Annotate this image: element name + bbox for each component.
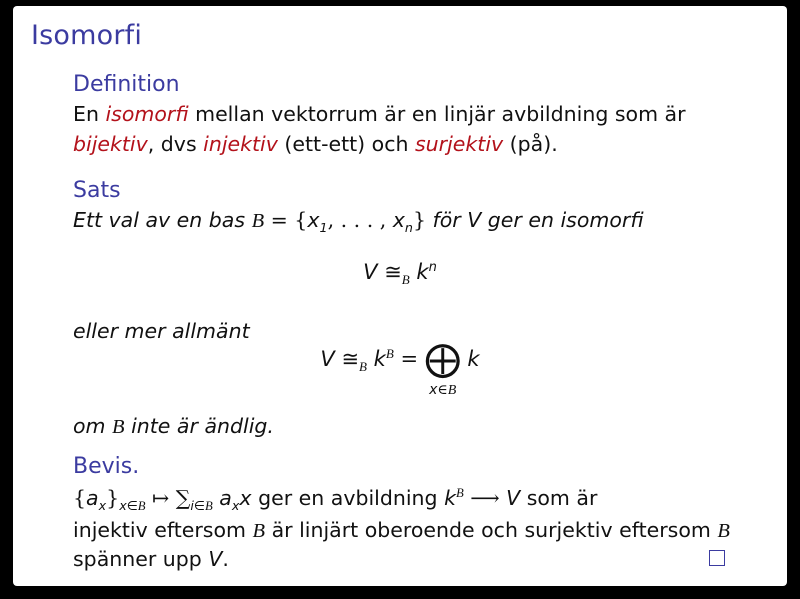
theorem-text: inte är ändlig. bbox=[124, 414, 274, 438]
math-var: k bbox=[367, 347, 386, 371]
definition-text: , dvs bbox=[147, 132, 204, 156]
proof-text: ger en avbildning bbox=[251, 486, 445, 510]
math-var: k bbox=[444, 486, 456, 510]
slide bbox=[13, 6, 787, 586]
math-op: ≅ bbox=[377, 260, 402, 284]
definition-line-2 bbox=[73, 129, 558, 159]
equation-1 bbox=[13, 260, 787, 288]
basis-symbol: B bbox=[455, 486, 464, 501]
proof-line-1 bbox=[73, 483, 597, 513]
basis-symbol: B bbox=[359, 359, 367, 375]
math-sub: x bbox=[98, 498, 107, 514]
math-var: k bbox=[460, 347, 480, 371]
math-var: x bbox=[392, 208, 405, 232]
math-var: V bbox=[467, 208, 482, 232]
math-op: ≅ bbox=[334, 347, 360, 371]
proof-text: är linjärt oberoende och surjektiv eftersom bbox=[265, 518, 718, 542]
math-var: V bbox=[363, 260, 378, 284]
math-sub: n bbox=[404, 220, 413, 236]
math-text: = { bbox=[264, 208, 308, 232]
math-var: a bbox=[212, 486, 232, 510]
frame-title: Isomorfi bbox=[31, 20, 143, 51]
math-op: ↦ bbox=[145, 486, 176, 510]
math-var: V bbox=[320, 347, 335, 371]
proof-line-3 bbox=[73, 544, 229, 574]
math-text: , . . . , bbox=[327, 208, 393, 232]
math-sub: x bbox=[231, 498, 240, 514]
math-op: ⟶ bbox=[463, 486, 507, 510]
math-var: x bbox=[307, 208, 320, 232]
direct-sum-symbol: ⨁ bbox=[424, 339, 461, 380]
basis-symbol: B bbox=[251, 210, 265, 232]
definition-line-1 bbox=[73, 99, 686, 129]
basis-symbol: B bbox=[447, 383, 457, 398]
theorem-text: Ett val av en bas bbox=[73, 208, 252, 232]
math-text: } bbox=[412, 208, 427, 232]
definition-heading: Definition bbox=[73, 72, 180, 97]
proof-text: injektiv eftersom bbox=[73, 518, 253, 542]
theorem-line-2: eller mer allmänt bbox=[73, 319, 250, 343]
basis-symbol: B bbox=[401, 272, 410, 288]
qed-icon bbox=[709, 550, 725, 566]
theorem-text: ger en isomorfi bbox=[481, 208, 644, 232]
proof-heading: Bevis. bbox=[73, 454, 140, 479]
math-sub: 1 bbox=[319, 220, 328, 236]
proof-text: spänner upp bbox=[73, 547, 209, 571]
math-var: V bbox=[208, 547, 223, 571]
theorem-text: för bbox=[426, 208, 468, 232]
math-var: a bbox=[86, 486, 99, 510]
theorem-text: om bbox=[73, 414, 113, 438]
term-injektiv: injektiv bbox=[203, 132, 278, 156]
proof-line-2 bbox=[73, 515, 730, 546]
math-op: ∈ bbox=[437, 382, 448, 398]
math-var: x bbox=[429, 382, 438, 398]
definition-text: mellan vektorrum är en linjär avbildning som är bbox=[188, 102, 686, 126]
basis-symbol: B bbox=[252, 520, 266, 542]
math-sub: i∈ bbox=[190, 498, 206, 514]
math-sub: x∈ bbox=[119, 498, 138, 514]
math-var: x bbox=[239, 486, 252, 510]
math-var: V bbox=[506, 486, 521, 510]
math-sup: n bbox=[428, 260, 437, 275]
term-surjektiv: surjektiv bbox=[415, 132, 504, 156]
direct-sum-subscript bbox=[429, 382, 456, 399]
basis-symbol: B bbox=[385, 346, 394, 361]
term-bijektiv: bijektiv bbox=[73, 132, 148, 156]
theorem-heading: Sats bbox=[73, 178, 121, 203]
theorem-line-3 bbox=[73, 411, 274, 442]
term-isomorfi: isomorfi bbox=[105, 102, 189, 126]
definition-text: (på). bbox=[503, 132, 558, 156]
basis-symbol: B bbox=[205, 499, 213, 514]
math-var: k bbox=[409, 260, 429, 284]
basis-symbol: B bbox=[717, 520, 730, 542]
basis-symbol: B bbox=[112, 416, 125, 438]
definition-text: En bbox=[73, 102, 106, 126]
sum-symbol: ∑ bbox=[175, 486, 191, 510]
math-op: = bbox=[393, 347, 425, 371]
proof-text: som är bbox=[520, 486, 598, 510]
basis-symbol: B bbox=[137, 499, 146, 514]
proof-text: . bbox=[222, 547, 229, 571]
equation-2 bbox=[13, 339, 787, 402]
direct-sum bbox=[424, 339, 461, 398]
definition-text: (ett-ett) och bbox=[277, 132, 415, 156]
theorem-line-1 bbox=[73, 205, 644, 236]
math-text: { bbox=[73, 486, 87, 510]
math-text: } bbox=[106, 486, 120, 510]
